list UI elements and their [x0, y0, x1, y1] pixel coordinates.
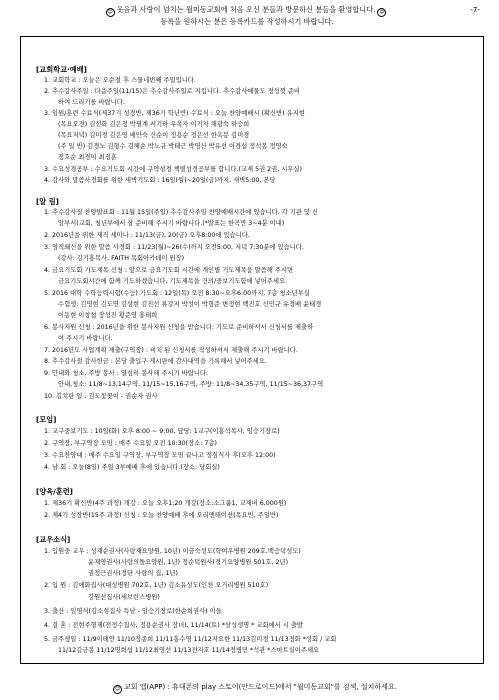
section-title-notices: [알 림] — [36, 197, 59, 206]
meeting-item: 4. 남 회 : 오늘(8일) 주일 3부예배 후에 있습니다.(장소: 당회실) — [44, 464, 220, 471]
notice-item: 앙부서(교회, 청년부에서 잘 준비해 주시기 바랍니다.(*발표는 한곡만 3~4분 이내) — [58, 220, 285, 227]
notice-item: 안내,청소: 11/8~13,14구역, 11/15~15,16구역, 주방: 11/8~34,35구역, 11/15~36,37구역 — [58, 381, 324, 388]
worship-item: (주 일 반) 김경노 김형수 김혜순 박노규 박태근 박영산 박유선 이경섭 정석봉 정영숙 — [58, 143, 288, 150]
notice-item: 5. 2016 대학 수학능력시험(수능) 기도회 : 12일(목) 오전 8:30~오후6:00까지, 7층 청소년부실 — [44, 290, 310, 297]
notice-item: 9. 안내와 청소, 주방 봉사 : 열심히 봉사해 주시기 바랍니다. — [44, 370, 208, 377]
worship-item: 하여 드리기를 바랍니다. — [58, 99, 125, 106]
notice-item: 금요기도회시간에 함께 기도하겠습니다. 기도제목을 건의/중보기도함에 넣어주세요. — [58, 278, 288, 285]
worship-item: (목요저녁) 김미경 김은영 배안숙 신순이 정용순 정은선 한옥봉 김미경 — [58, 132, 250, 139]
section-title-news: [교우소식] — [36, 535, 71, 544]
section-title-training: [양육/훈련] — [36, 487, 73, 496]
worship-item: 3. 수요성경공부 : 수요기도회 시간에 구약성경 책별성경공부를 합니다.(교재 5권 2권, 시무실) — [44, 166, 302, 173]
smile-icon: ☺ — [107, 9, 113, 15]
notice-item: 4. 금요기도회 기도제목 신청 : 앞으로 금요기도회 시간에 개인별 기도제목을 말씀해 주시면 — [44, 267, 294, 274]
smile-icon: ☺ — [114, 686, 121, 692]
notice-item: (강사: 김기홍목사, FAITH 목회아카데미 원장) — [58, 255, 185, 262]
notice-item: 이동현 이창섭 장성진 황준영 홍태희 — [58, 312, 158, 319]
news-item: 권정근권사(정단 사랑의 집, 1년) — [88, 570, 178, 577]
smile-icon: ☺ — [379, 9, 385, 15]
worship-item: 3. 임원/훈련 수료식(제37기 성경반, 제36기 학년반) 수료식 : 오늘 찬양예배시 (확신반) 유지현 — [44, 110, 305, 117]
footer-text: 교회 앱(APP) : 휴대폰의 play 스토어(안드로이드)에서 "월미동교회"를 검색, 설치하세요. — [124, 683, 397, 691]
notice-item: 6. 봉사지원 신청 : 2016년을 위한 봉사지원 신청을 받습니다. 기도로 준비하셔서 신청서를 제출하 — [44, 324, 314, 331]
notice-item: 7. 2016년도 사업계획 제출(구역장) : 비치 된 신청서를 작성하셔서 제출해 주시기 바랍니다. — [44, 347, 298, 354]
news-item: 2. 입 원 : 김애화집사(대성병원 702호, 1년) 김소유성도(인천 오거리병원 510호) — [44, 582, 269, 589]
training-item: 1. 제36기 확신반(4주 과정) 개강 : 오늘 오후1:20 개강(장소:소그룹1, 교재비 6,000원) — [44, 500, 287, 507]
header-line1: 웃음과 사랑이 넘치는 월미동교회에 처음 오신 분들과 방문하신 분들을 환영합니다. — [116, 5, 376, 14]
notice-item: 10. 김치판 일 : 김도꽃꽂이 - 권순자 권사 — [44, 393, 158, 400]
worship-item: 4. 감사와 말씀사경회를 위한 새벽기도회 : 16일(월)~20일(금)까지, 새벽5:00, 본당 — [44, 177, 276, 184]
notice-item: 1. 추수감사절 찬양발표회 : 11월 15일(주일) 추수감사주일 찬양예배시간에 있습니다. 각 기관 및 신 — [44, 209, 319, 216]
header-note — [14, 5, 480, 27]
notice-item: 여 주시기 바랍니다. — [58, 335, 113, 342]
news-item: 윤재영권사(사랑의돌요양원, 1년) 정순덕원사(경기요양병원 501호, 2년) — [88, 559, 289, 566]
header-line2: 등록을 원하시는 분은 등록카드를 작성하시기 바랍니다. — [160, 17, 334, 26]
news-item: 강원선집사(세브란스병원) — [88, 594, 160, 601]
section-title-meetings: [모임] — [36, 415, 57, 424]
notice-item: 3. 영적쇄신을 위한 말씀 사경회 : 11/23(월)~26(수)까지 오전5:00, 저녁 7:30분에 있습니다. — [44, 244, 304, 251]
meeting-item: 3. 수요찬양대 : 매주 수요일 구역장, 부구역장 모임 끝나고 정심식사 후(오후 12:00) — [44, 452, 276, 459]
page-number: -7- — [470, 5, 480, 14]
news-item: 5. 금주생일 : 11/9이태연 11/10정종희 11/11홍수영 11/12지요한 11/13김미경 11/13정화 *성회 / 교회 — [44, 636, 337, 643]
notice-item: 2. 2016년을 위한 제직 세미나 : 11/13(금), 20(금) 오후8:00에 있습니다. — [44, 232, 250, 239]
news-item: 11/12김금봉 11/12명희섭 11/12최영선 11/13전지호 11/14정병민 *석관 *스마트실이주세요 — [58, 647, 320, 654]
training-item: 2. 제4기 성장반(15주 과정) 신청 : 오늘 찬양예배 후에 오리엔테이션(목요반, 주일반) — [44, 512, 279, 519]
worship-item: (목요오전) 김선화 김은정 박필계 서기하 우옥자 이기자 채광숙 하승희 — [58, 121, 250, 128]
worship-item: 1. 교회학교 : 오늘은 오순절 후 스물네번째 주일입니다. — [44, 77, 196, 84]
worship-item: 2. 추수감사주일 : 다음주일(11/15)은 추수감사주일로 지킵니다. 추수감사예물도 정성껏 준비 — [44, 88, 301, 95]
footer-note — [30, 683, 480, 694]
news-item: 4. 결 혼 : 전현주형제(전정수집사, 정용순권사 장녀), 11/14(토) *삼성생명 * 교회에서 시 출발 — [44, 622, 303, 629]
section-title-worship: [교회학교·예배] — [36, 65, 87, 74]
meeting-item: 2. 구역장, 부구역장 모임 : 매주 수요일 오전 10:30(장소: 7층) — [44, 440, 217, 447]
worship-item: 정호순 최경미 최정훈 — [58, 154, 117, 161]
news-item: 1. 입원중 교우 : 성재순권사(사랑재요양원, 10년) 이금숙성도(학여우병원 209호,백승덕성도) — [44, 548, 301, 555]
news-item: 3. 출산 : 임영식(김소성집사 득남 - 임승기장로(한순희권사) 이들 — [44, 608, 222, 615]
notice-item: 8. 추수감사절 감사헌금 : 본당 출입구 게시판에 감사내역을 기록해서 넣어주세요. — [44, 358, 267, 365]
notice-item: 수험생: 김영현 김도연 김상현 김진선 류강지 박성이 박형준 변정현 백진호 신민규 유경배 윤태경 — [58, 301, 322, 308]
meeting-item: 1. 교구중보기도 : 10일(화) 오후 8:00 ~ 9:00, 담당: 1교구(이홍석목사, 임승기장로) — [44, 428, 280, 435]
